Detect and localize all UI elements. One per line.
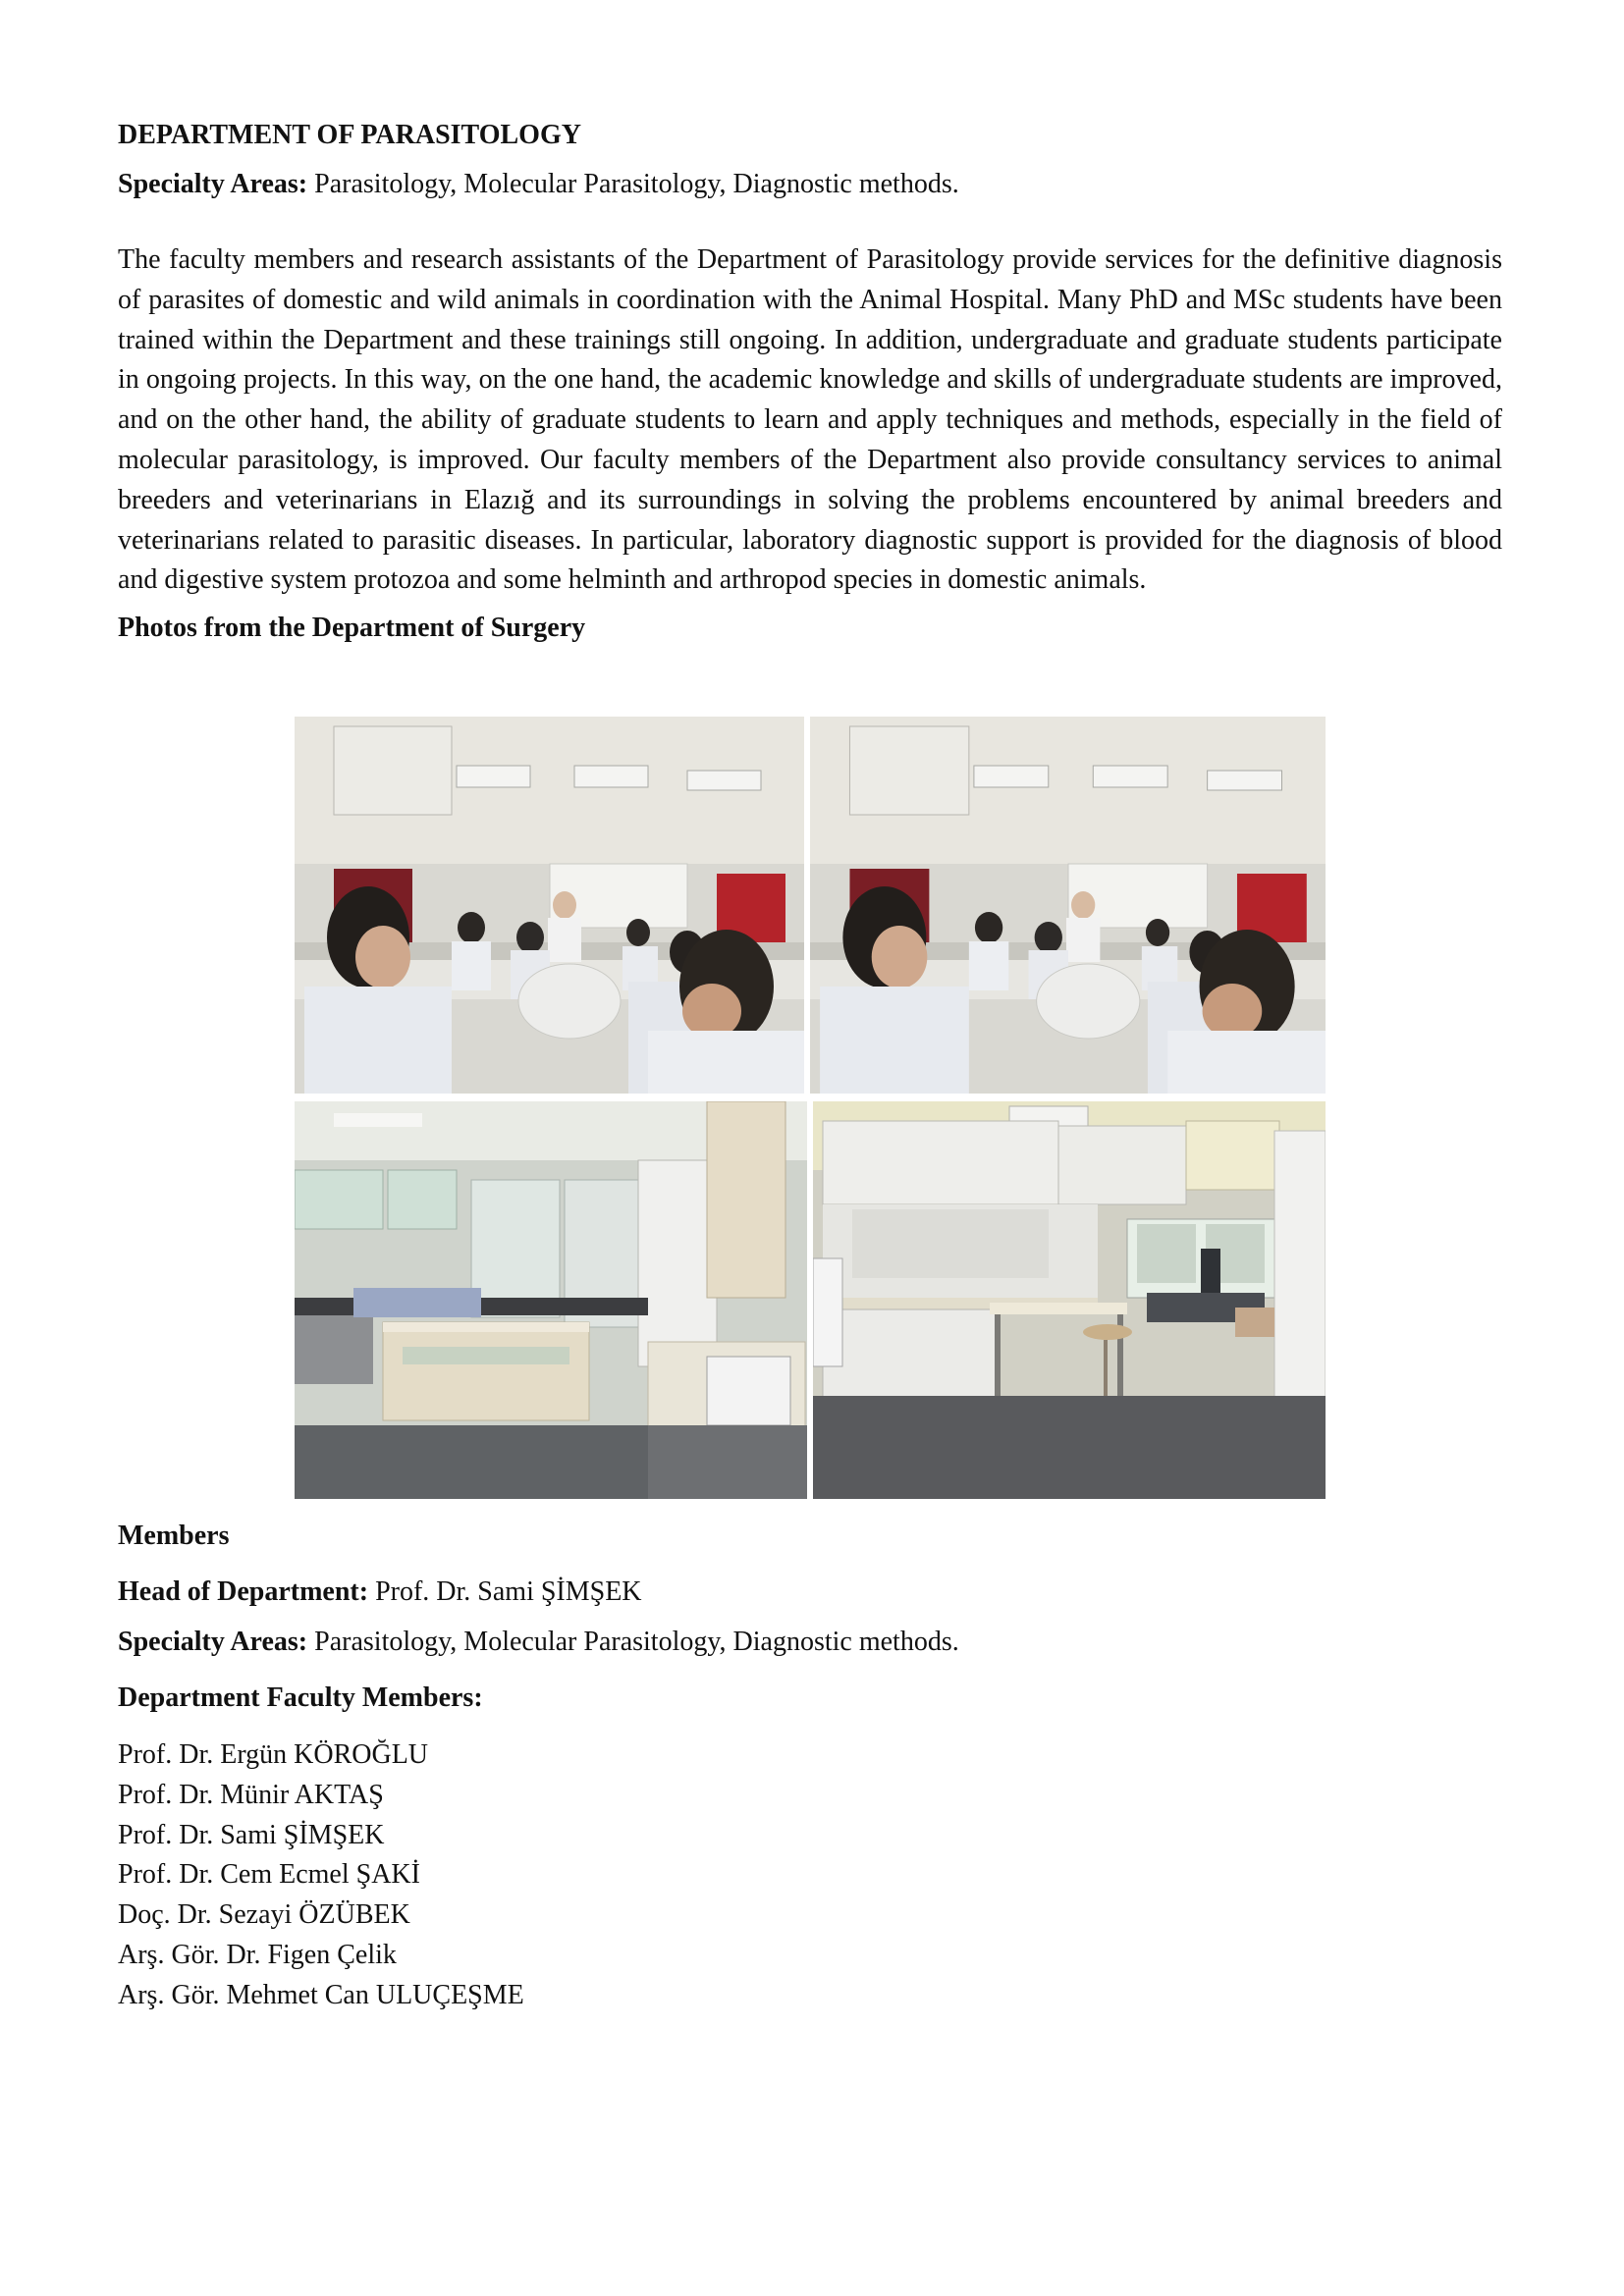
faculty-member: Prof. Dr. Sami ŞİMŞEK xyxy=(118,1819,385,1850)
head-of-department-line xyxy=(118,1573,1502,1612)
photos-heading: Photos from the Department of Surgery xyxy=(118,613,586,644)
faculty-member: Doç. Dr. Sezayi ÖZÜBEK xyxy=(118,1899,410,1931)
faculty-member: Prof. Dr. Cem Ecmel ŞAKİ xyxy=(118,1859,420,1891)
members-specialty-line xyxy=(118,1623,1502,1662)
specialty-areas-value: Parasitology, Molecular Parasitology, Diagnostic methods. xyxy=(307,169,959,199)
faculty-member: Prof. Dr. Münir AKTAŞ xyxy=(118,1779,384,1810)
specialty-areas-line xyxy=(118,165,1502,204)
faculty-members-heading: Department Faculty Members: xyxy=(118,1682,483,1713)
photo-classroom-lecture-2 xyxy=(810,717,1326,1094)
photo-laboratory-microscope xyxy=(813,1101,1326,1499)
head-of-department-label: Head of Department: xyxy=(118,1576,369,1607)
department-description: The faculty members and research assistants of the Department of Parasitology provide services for the definitive diagnosis of parasites of domestic and wild animals in coordination with the Animal Hospital. Many PhD and MSc students have been trained within the Department and these trainings still ongoing. In addition, undergraduate and graduate students participate in ongoing projects. In this way, on the one hand, the academic knowledge and skills of undergraduate students are improved, and on the other hand, the ability of graduate students to learn and apply techniques and methods, especially in the field of molecular parasitology, is improved. Our faculty members of the Department also provide consultancy services to animal breeders and veterinarians in Elazığ and its surroundings in solving the problems encountered by animal breeders and veterinarians related to parasitic diseases. In particular, laboratory diagnostic support is provided for the diagnosis of blood and digestive system protozoa and some helminth and arthropod species in domestic animals. xyxy=(118,244,1502,596)
department-section xyxy=(118,116,1502,648)
department-title: DEPARTMENT OF PARASITOLOGY xyxy=(118,120,581,150)
members-specialty-label: Specialty Areas: xyxy=(118,1627,308,1657)
photo-laboratory-bench xyxy=(295,1101,807,1499)
photo-grid xyxy=(295,717,1326,1499)
head-of-department-value: Prof. Dr. Sami ŞİMŞEK xyxy=(368,1576,642,1607)
photo-classroom-lecture-1 xyxy=(295,717,804,1094)
faculty-member: Arş. Gör. Dr. Figen Çelik xyxy=(118,1939,397,1970)
members-heading: Members xyxy=(118,1521,230,1551)
faculty-member: Arş. Gör. Mehmet Can ULUÇEŞME xyxy=(118,1979,524,2010)
faculty-member: Prof. Dr. Ergün KÖROĞLU xyxy=(118,1739,429,1770)
specialty-areas-label: Specialty Areas: xyxy=(118,169,308,199)
members-section xyxy=(118,1517,1502,2016)
faculty-list xyxy=(118,1735,1502,2016)
members-specialty-value: Parasitology, Molecular Parasitology, Diagnostic methods. xyxy=(307,1627,959,1657)
